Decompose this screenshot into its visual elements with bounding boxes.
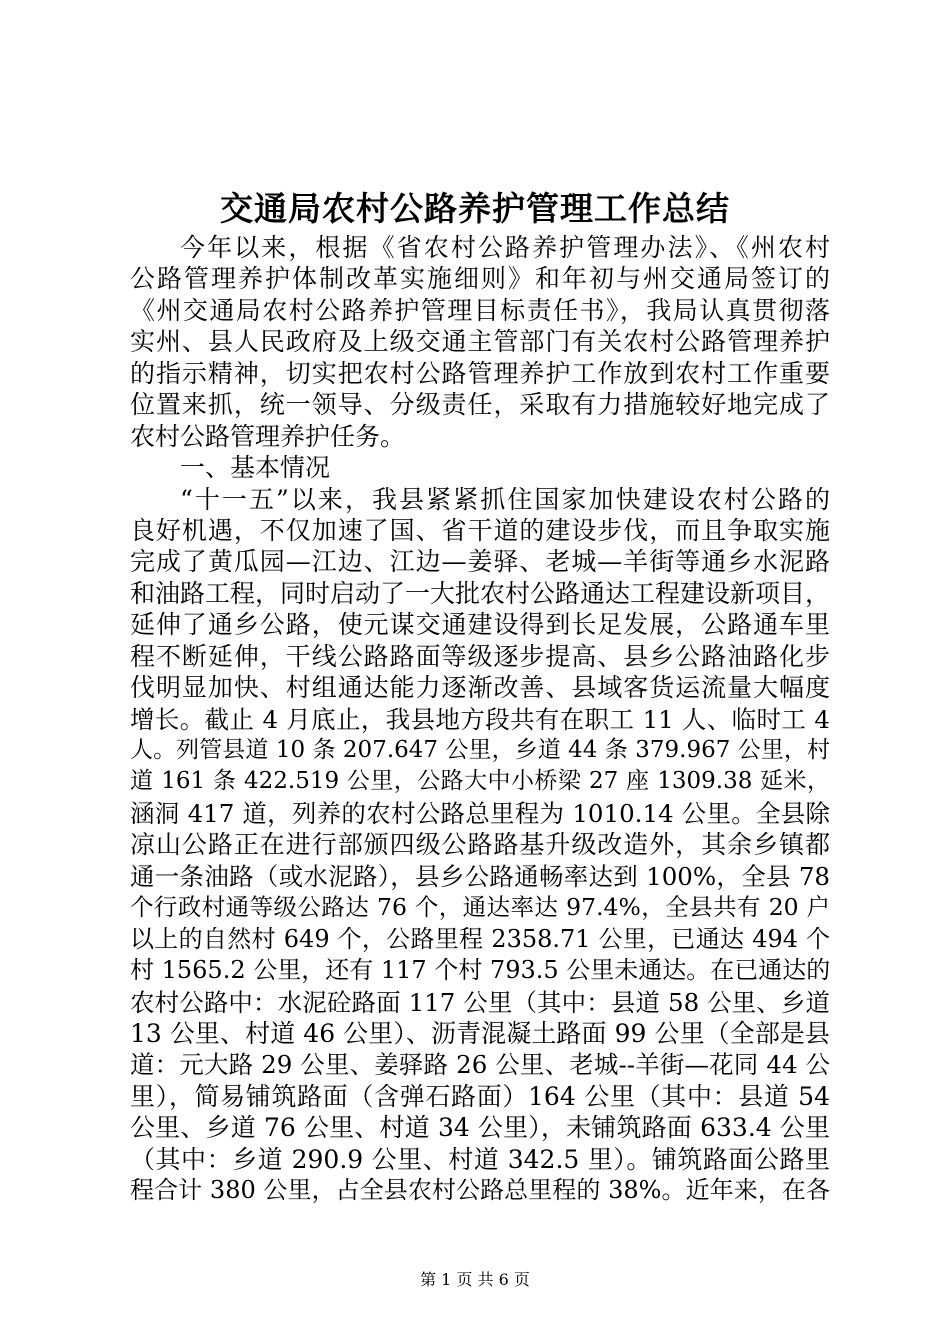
text-line: 程不断延伸，干线公路路面等级逐步提高、县乡公路油路化步 [130, 641, 830, 671]
text-line: 公路管理养护体制改革实施细则》和年初与州交通局签订的 [130, 264, 830, 294]
text-line: 村 1565.2 公里，还有 117 个村 793.5 公里未通达。在已通达的 [130, 956, 831, 985]
text-line: 人。列管县道 10 条 207.647 公里，乡道 44 条 379.967 公里，村 [130, 737, 830, 763]
page-footer: 第 1 页 共 6 页 [420, 1270, 530, 1289]
text-line: 道 161 条 422.519 公里，公路大中小桥梁 27 座 1309.38 延米， [130, 768, 830, 795]
text-line: 良好机遇，不仅加速了国、省干道的建设步伐，而且争取实施 [130, 515, 830, 545]
text-line: 《州交通局农村公路养护管理目标责任书》，我局认真贯彻落 [130, 295, 830, 325]
text-line: 增长。截止 4 月底止，我县地方段共有在职工 11 人、临时工 4 [130, 704, 830, 734]
document-body [130, 232, 830, 1207]
text-line: 涵洞 417 道，列养的农村公路总里程为 1010.14 公里。全县除 [130, 798, 830, 828]
text-line: 延伸了通乡公路，使元谋交通建设得到长足发展，公路通车里 [130, 610, 830, 640]
text-line: 通一条油路（或水泥路），县乡公路通畅率达到 100%，全县 78 [130, 861, 830, 891]
text-line: 实州、县人民政府及上级交通主管部门有关农村公路管理养护 [130, 327, 830, 357]
text-line: 以上的自然村 649 个，公路里程 2358.71 公里，已通达 494 个 [130, 924, 830, 953]
document-title: 交通局农村公路养护管理工作总结 [220, 189, 730, 228]
text-line: “十一五”以来，我县紧紧抓住国家加快建设农村公路的 [180, 484, 830, 514]
text-line: 伐明显加快、村组通达能力逐渐改善、县域客货运流量大幅度 [130, 673, 830, 703]
text-line: 道：元大路 29 公里、姜驿路 26 公里、老城--羊街—花同 44 公 [130, 1050, 830, 1080]
text-line: 今年以来，根据《省农村公路养护管理办法》、《州农村 [180, 233, 830, 262]
text-line: 公里、乡道 76 公里、村道 34 公里），未铺筑路面 633.4 公里 [130, 1113, 830, 1143]
text-line: 农村公路管理养护任务。 [130, 421, 406, 451]
text-line: 程合计 380 公里，占全县农村公路总里程的 38%。近年来，在各 [130, 1176, 830, 1205]
text-line: 13 公里、村道 46 公里）、沥青混凝土路面 99 公里（全部是县 [130, 1018, 830, 1048]
text-line: （其中：乡道 290.9 公里、村道 342.5 里）。铺筑路面公路里 [130, 1144, 830, 1174]
text-line: 位置来抓，统一领导、分级责任，采取有力措施较好地完成了 [130, 390, 830, 420]
text-line: 里），简易铺筑路面（含弹石路面）164 公里（其中：县道 54 [130, 1081, 830, 1111]
text-line: 和油路工程，同时启动了一大批农村公路通达工程建设新项目， [130, 578, 831, 608]
text-line: 完成了黄瓜园—江边、江边—姜驿、老城—羊街等通乡水泥路 [130, 547, 830, 577]
text-line: 的指示精神，切实把农村公路管理养护工作放到农村工作重要 [130, 358, 830, 388]
text-line: 个行政村通等级公路达 76 个，通达率达 97.4%，全县共有 20 户 [130, 893, 830, 922]
text-line: 凉山公路正在进行部颁四级公路路基升级改造外，其余乡镇都 [130, 830, 830, 860]
text-line: 农村公路中：水泥砼路面 117 公里（其中：县道 58 公里、乡道 [130, 987, 830, 1017]
text-line: 一、基本情况 [180, 453, 331, 483]
